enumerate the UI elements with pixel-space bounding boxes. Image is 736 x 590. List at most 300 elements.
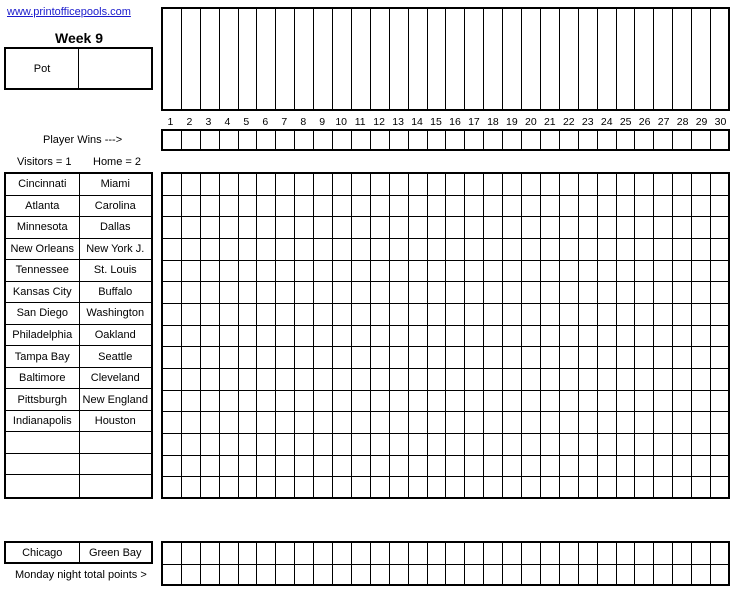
monday-pick-cell[interactable] [371,543,390,565]
pick-cell[interactable] [333,477,352,499]
pick-cell[interactable] [654,261,673,283]
pick-cell[interactable] [352,369,371,391]
pick-cell[interactable] [163,347,182,369]
pick-cell[interactable] [239,391,258,413]
monday-pick-cell[interactable] [201,543,220,565]
pick-cell[interactable] [465,412,484,434]
pick-cell[interactable] [257,196,276,218]
pick-cell[interactable] [484,456,503,478]
pick-cell[interactable] [371,304,390,326]
pick-cell[interactable] [654,282,673,304]
pick-cell[interactable] [314,326,333,348]
pick-cell[interactable] [503,347,522,369]
pick-cell[interactable] [484,282,503,304]
monday-pick-cell[interactable] [617,543,636,565]
player-name-cell[interactable] [522,9,541,111]
pick-cell[interactable] [635,304,654,326]
pick-cell[interactable] [617,282,636,304]
pick-cell[interactable] [220,239,239,261]
monday-pick-cell[interactable] [598,543,617,565]
pick-cell[interactable] [579,174,598,196]
pick-cell[interactable] [295,239,314,261]
monday-pick-cell[interactable] [295,565,314,587]
pick-cell[interactable] [673,174,692,196]
pick-cell[interactable] [446,174,465,196]
pick-cell[interactable] [352,217,371,239]
pick-cell[interactable] [503,477,522,499]
pick-cell[interactable] [654,369,673,391]
pick-cell[interactable] [541,239,560,261]
pick-cell[interactable] [352,239,371,261]
pick-cell[interactable] [673,196,692,218]
pick-cell[interactable] [484,261,503,283]
pick-cell[interactable] [654,412,673,434]
monday-pick-cell[interactable] [220,565,239,587]
monday-pick-cell[interactable] [390,565,409,587]
player-wins-cell[interactable] [617,131,636,151]
player-wins-cell[interactable] [560,131,579,151]
pick-cell[interactable] [503,239,522,261]
pick-cell[interactable] [428,477,447,499]
pick-cell[interactable] [465,477,484,499]
pick-cell[interactable] [635,196,654,218]
site-link[interactable]: www.printofficepools.com [7,6,131,18]
pick-cell[interactable] [692,391,711,413]
player-name-cell[interactable] [654,9,673,111]
pick-cell[interactable] [409,196,428,218]
monday-pick-cell[interactable] [390,543,409,565]
pick-cell[interactable] [484,326,503,348]
pick-cell[interactable] [333,412,352,434]
pick-cell[interactable] [314,217,333,239]
pick-cell[interactable] [371,369,390,391]
monday-pick-cell[interactable] [182,565,201,587]
player-wins-cell[interactable] [257,131,276,151]
pick-cell[interactable] [560,304,579,326]
pick-cell[interactable] [673,456,692,478]
player-wins-cell[interactable] [428,131,447,151]
pick-cell[interactable] [409,239,428,261]
pick-cell[interactable] [484,412,503,434]
pick-cell[interactable] [201,477,220,499]
pick-cell[interactable] [465,196,484,218]
pick-cell[interactable] [163,434,182,456]
pick-cell[interactable] [635,391,654,413]
pick-cell[interactable] [446,282,465,304]
pick-cell[interactable] [617,326,636,348]
player-wins-cell[interactable] [371,131,390,151]
pick-cell[interactable] [276,304,295,326]
pick-cell[interactable] [484,196,503,218]
player-wins-cell[interactable] [182,131,201,151]
player-wins-cell[interactable] [465,131,484,151]
pick-cell[interactable] [579,217,598,239]
pick-cell[interactable] [446,304,465,326]
pick-cell[interactable] [484,477,503,499]
pick-cell[interactable] [692,412,711,434]
pick-cell[interactable] [635,326,654,348]
pick-cell[interactable] [598,434,617,456]
pick-cell[interactable] [333,239,352,261]
pick-cell[interactable] [617,369,636,391]
pick-cell[interactable] [220,261,239,283]
pick-cell[interactable] [465,174,484,196]
pick-cell[interactable] [692,261,711,283]
pick-cell[interactable] [484,174,503,196]
pick-cell[interactable] [503,196,522,218]
pick-cell[interactable] [692,369,711,391]
pick-cell[interactable] [541,174,560,196]
pick-cell[interactable] [560,347,579,369]
monday-pick-cell[interactable] [446,543,465,565]
pick-cell[interactable] [560,196,579,218]
pick-cell[interactable] [635,282,654,304]
pick-cell[interactable] [239,282,258,304]
player-name-cell[interactable] [635,9,654,111]
monday-pick-cell[interactable] [446,565,465,587]
pick-cell[interactable] [409,477,428,499]
pick-cell[interactable] [371,282,390,304]
pick-cell[interactable] [617,434,636,456]
pick-cell[interactable] [220,391,239,413]
pot-value-cell[interactable] [78,49,151,88]
pick-cell[interactable] [560,239,579,261]
pick-cell[interactable] [484,217,503,239]
pick-cell[interactable] [333,456,352,478]
pick-cell[interactable] [428,456,447,478]
player-name-cell[interactable] [201,9,220,111]
pick-cell[interactable] [390,326,409,348]
monday-pick-cell[interactable] [522,543,541,565]
player-wins-cell[interactable] [598,131,617,151]
pick-cell[interactable] [220,347,239,369]
pick-cell[interactable] [428,326,447,348]
pick-cell[interactable] [503,282,522,304]
pick-cell[interactable] [560,174,579,196]
pick-cell[interactable] [711,239,730,261]
monday-pick-cell[interactable] [409,565,428,587]
pick-cell[interactable] [446,391,465,413]
monday-pick-cell[interactable] [598,565,617,587]
player-wins-cell[interactable] [635,131,654,151]
pick-cell[interactable] [692,304,711,326]
pick-cell[interactable] [673,304,692,326]
pick-cell[interactable] [654,239,673,261]
monday-pick-cell[interactable] [541,543,560,565]
pick-cell[interactable] [182,217,201,239]
pick-cell[interactable] [692,239,711,261]
pick-cell[interactable] [220,174,239,196]
pick-cell[interactable] [220,326,239,348]
player-wins-cell[interactable] [503,131,522,151]
pick-cell[interactable] [522,239,541,261]
pick-cell[interactable] [239,174,258,196]
pick-cell[interactable] [617,412,636,434]
player-name-cell[interactable] [276,9,295,111]
pick-cell[interactable] [446,369,465,391]
pick-cell[interactable] [182,412,201,434]
pick-cell[interactable] [295,347,314,369]
pick-cell[interactable] [201,304,220,326]
pick-cell[interactable] [428,412,447,434]
player-name-cell[interactable] [446,9,465,111]
monday-pick-cell[interactable] [371,565,390,587]
pick-cell[interactable] [635,261,654,283]
player-wins-cell[interactable] [522,131,541,151]
pick-cell[interactable] [635,456,654,478]
pick-cell[interactable] [257,239,276,261]
pick-cell[interactable] [409,282,428,304]
pick-cell[interactable] [201,434,220,456]
monday-pick-cell[interactable] [503,565,522,587]
pick-cell[interactable] [390,477,409,499]
pick-cell[interactable] [239,347,258,369]
pick-cell[interactable] [257,174,276,196]
pick-cell[interactable] [598,477,617,499]
pick-cell[interactable] [446,456,465,478]
pick-cell[interactable] [390,456,409,478]
pick-cell[interactable] [371,239,390,261]
pick-cell[interactable] [201,174,220,196]
pick-cell[interactable] [635,369,654,391]
pick-cell[interactable] [598,391,617,413]
pick-cell[interactable] [673,261,692,283]
pick-cell[interactable] [446,196,465,218]
pick-cell[interactable] [673,391,692,413]
pick-cell[interactable] [692,477,711,499]
monday-pick-cell[interactable] [654,565,673,587]
pick-cell[interactable] [598,456,617,478]
player-name-cell[interactable] [352,9,371,111]
pick-cell[interactable] [182,456,201,478]
pick-cell[interactable] [295,412,314,434]
pick-cell[interactable] [428,369,447,391]
pick-cell[interactable] [465,391,484,413]
pick-cell[interactable] [711,196,730,218]
pick-cell[interactable] [163,261,182,283]
pick-cell[interactable] [579,369,598,391]
player-name-cell[interactable] [182,9,201,111]
player-name-cell[interactable] [579,9,598,111]
pick-cell[interactable] [295,261,314,283]
pick-cell[interactable] [503,456,522,478]
pick-cell[interactable] [182,326,201,348]
pick-cell[interactable] [484,239,503,261]
pick-cell[interactable] [692,456,711,478]
pick-cell[interactable] [673,434,692,456]
pick-cell[interactable] [333,261,352,283]
pick-cell[interactable] [503,391,522,413]
pick-cell[interactable] [352,477,371,499]
pick-cell[interactable] [654,326,673,348]
monday-pick-cell[interactable] [352,565,371,587]
pick-cell[interactable] [239,196,258,218]
pick-cell[interactable] [295,456,314,478]
pick-cell[interactable] [560,261,579,283]
pick-cell[interactable] [409,326,428,348]
pick-cell[interactable] [163,456,182,478]
pick-cell[interactable] [239,369,258,391]
pick-cell[interactable] [163,282,182,304]
pick-cell[interactable] [333,326,352,348]
player-name-cell[interactable] [711,9,730,111]
pick-cell[interactable] [182,282,201,304]
monday-pick-cell[interactable] [352,543,371,565]
pick-cell[interactable] [446,239,465,261]
pick-cell[interactable] [503,174,522,196]
pick-cell[interactable] [579,196,598,218]
player-name-cell[interactable] [560,9,579,111]
pick-cell[interactable] [673,239,692,261]
pick-cell[interactable] [673,369,692,391]
pick-cell[interactable] [598,412,617,434]
pick-cell[interactable] [692,174,711,196]
pick-cell[interactable] [503,217,522,239]
monday-pick-cell[interactable] [163,565,182,587]
pick-cell[interactable] [409,434,428,456]
pick-cell[interactable] [352,261,371,283]
pick-cell[interactable] [579,347,598,369]
pick-cell[interactable] [352,304,371,326]
pick-cell[interactable] [598,196,617,218]
pick-cell[interactable] [541,434,560,456]
pick-cell[interactable] [673,217,692,239]
pick-cell[interactable] [560,391,579,413]
pick-cell[interactable] [390,239,409,261]
pick-cell[interactable] [390,304,409,326]
monday-pick-cell[interactable] [635,543,654,565]
pick-cell[interactable] [692,196,711,218]
pick-cell[interactable] [579,261,598,283]
pick-cell[interactable] [182,239,201,261]
pick-cell[interactable] [352,282,371,304]
pick-cell[interactable] [598,326,617,348]
pick-cell[interactable] [276,412,295,434]
pick-cell[interactable] [276,217,295,239]
pick-cell[interactable] [295,196,314,218]
pick-cell[interactable] [579,282,598,304]
pick-cell[interactable] [333,174,352,196]
pick-cell[interactable] [220,477,239,499]
pick-cell[interactable] [163,239,182,261]
player-name-cell[interactable] [617,9,636,111]
pick-cell[interactable] [239,434,258,456]
pick-cell[interactable] [295,326,314,348]
monday-pick-cell[interactable] [617,565,636,587]
pick-cell[interactable] [617,391,636,413]
pick-cell[interactable] [579,304,598,326]
pick-cell[interactable] [333,196,352,218]
player-name-cell[interactable] [673,9,692,111]
pick-cell[interactable] [465,261,484,283]
pick-cell[interactable] [333,369,352,391]
pick-cell[interactable] [390,434,409,456]
pick-cell[interactable] [428,282,447,304]
player-wins-cell[interactable] [409,131,428,151]
pick-cell[interactable] [239,304,258,326]
pick-cell[interactable] [352,326,371,348]
pick-cell[interactable] [314,391,333,413]
pick-cell[interactable] [654,477,673,499]
monday-pick-cell[interactable] [503,543,522,565]
player-name-cell[interactable] [257,9,276,111]
pick-cell[interactable] [239,326,258,348]
pick-cell[interactable] [673,347,692,369]
pick-cell[interactable] [541,304,560,326]
player-wins-cell[interactable] [276,131,295,151]
pick-cell[interactable] [541,196,560,218]
pick-cell[interactable] [239,217,258,239]
pick-cell[interactable] [711,326,730,348]
player-name-cell[interactable] [220,9,239,111]
pick-cell[interactable] [163,369,182,391]
pick-cell[interactable] [314,456,333,478]
player-wins-cell[interactable] [390,131,409,151]
pick-cell[interactable] [276,282,295,304]
pick-cell[interactable] [390,261,409,283]
pick-cell[interactable] [371,347,390,369]
pick-cell[interactable] [182,304,201,326]
pick-cell[interactable] [201,456,220,478]
pick-cell[interactable] [220,412,239,434]
pick-cell[interactable] [635,477,654,499]
pick-cell[interactable] [182,434,201,456]
player-wins-cell[interactable] [352,131,371,151]
pick-cell[interactable] [560,369,579,391]
pick-cell[interactable] [276,174,295,196]
pick-cell[interactable] [371,456,390,478]
monday-pick-cell[interactable] [579,565,598,587]
pick-cell[interactable] [484,369,503,391]
pick-cell[interactable] [276,261,295,283]
pick-cell[interactable] [390,196,409,218]
pick-cell[interactable] [257,434,276,456]
pick-cell[interactable] [352,391,371,413]
pick-cell[interactable] [711,261,730,283]
pick-cell[interactable] [276,434,295,456]
pick-cell[interactable] [333,434,352,456]
pick-cell[interactable] [617,304,636,326]
pick-cell[interactable] [428,174,447,196]
monday-pick-cell[interactable] [484,565,503,587]
pick-cell[interactable] [163,196,182,218]
player-wins-cell[interactable] [654,131,673,151]
pick-cell[interactable] [201,391,220,413]
pick-cell[interactable] [617,174,636,196]
pick-cell[interactable] [598,217,617,239]
pick-cell[interactable] [560,456,579,478]
pick-cell[interactable] [598,261,617,283]
pick-cell[interactable] [257,391,276,413]
pick-cell[interactable] [201,239,220,261]
pick-cell[interactable] [560,217,579,239]
pick-cell[interactable] [635,239,654,261]
pick-cell[interactable] [484,347,503,369]
pick-cell[interactable] [541,477,560,499]
player-name-cell[interactable] [333,9,352,111]
monday-pick-cell[interactable] [560,565,579,587]
pick-cell[interactable] [371,196,390,218]
pick-cell[interactable] [276,477,295,499]
pick-cell[interactable] [201,217,220,239]
pick-cell[interactable] [465,456,484,478]
pick-cell[interactable] [522,456,541,478]
pick-cell[interactable] [522,391,541,413]
pick-cell[interactable] [503,434,522,456]
player-wins-cell[interactable] [692,131,711,151]
player-wins-cell[interactable] [220,131,239,151]
pick-cell[interactable] [654,304,673,326]
